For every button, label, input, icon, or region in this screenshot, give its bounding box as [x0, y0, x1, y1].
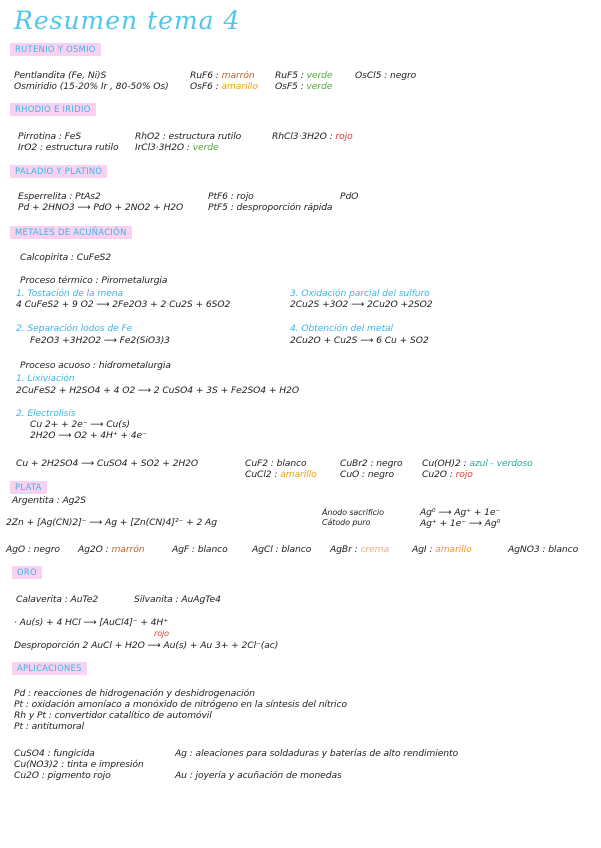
- rho2-label: RhO2 : estructura rutilo: [135, 131, 242, 142]
- ptf6-label: PtF6 : rojo: [208, 191, 254, 202]
- aplicacion-au: Au : joyería y acuñación de monedas: [175, 770, 342, 781]
- calaverita-label: Calaverita : AuTe2: [16, 594, 99, 605]
- agcl-label: AgCl : blanco: [252, 544, 312, 555]
- step-oxidacion: 3. Oxidación parcial del sulfuro: [290, 288, 430, 299]
- osf5-color: verde: [306, 81, 333, 92]
- equation-lixiviacion: 2CuFeS2 + H2SO4 + 4 O2 ⟶ 2 CuSO4 + 3S + Fe2SO4 + H2O: [16, 385, 299, 396]
- section-heading-rutenio: RUTENIO Y OSMIO: [10, 43, 101, 56]
- section-heading-rodio: RHODIO E IRIDIO: [10, 103, 96, 116]
- step-tostacion: 1. Tostación de la mena: [16, 288, 124, 299]
- proceso-termico-label: Proceso térmico : Pirometalurgia: [20, 275, 168, 286]
- aplicacion-cu2o: Cu2O : pigmento rojo: [14, 770, 111, 781]
- equation-desproporcion: Desproporción 2 AuCl + H2O ⟶ Au(s) + Au 3+ + 2Cl⁻(ac): [14, 640, 279, 651]
- rhcl3-formula: RhCl3·3H2O :: [272, 131, 333, 142]
- ruf6-label: [190, 70, 255, 81]
- calcopirita-label: Calcopirita : CuFeS2: [20, 252, 112, 263]
- ircl3-label: [135, 142, 219, 153]
- cucl2-label: [245, 469, 317, 480]
- section-heading-paladio: PALADIO Y PLATINO: [10, 165, 107, 178]
- equation-electrolisis-2: 2H2O ⟶ O2 + 4H⁺ + 4e⁻: [30, 430, 147, 441]
- agi-formula: AgI :: [412, 544, 433, 555]
- step-obtencion: 4. Obtención del metal: [290, 323, 393, 334]
- aplicacion-pt-nitrico: Pt : oxidación amoníaco a monóxido de nitrógeno en la síntesis del nítrico: [14, 699, 347, 710]
- osf5-formula: OsF5 :: [275, 81, 304, 92]
- ruf6-color: marrón: [221, 70, 255, 81]
- agbr-label: [330, 544, 389, 555]
- equation-oro-hcl: · Au(s) + 4 HCl ⟶ [AuCl4]⁻ + 4H⁺: [14, 617, 168, 628]
- rojo-note: rojo: [154, 629, 169, 638]
- paladio-line-2: Pd + 2HNO3 ⟶ PdO + 2NO2 + H2O: [18, 202, 184, 213]
- page-title: Resumen tema 4: [14, 6, 241, 35]
- osf6-label: [190, 81, 258, 92]
- paladio-line-1: Esperrelita : PtAs2: [18, 191, 101, 202]
- agbr-color: crema: [360, 544, 390, 555]
- cu2o-label: [422, 469, 473, 480]
- ruf5-formula: RuF5 :: [275, 70, 304, 81]
- rutenio-line-2: Osmiridio (15-20% Ir , 80-50% Os): [14, 81, 169, 92]
- osf6-color: amarillo: [221, 81, 258, 92]
- rutenio-line-1: Pentlandita (Fe, Ni)S: [14, 70, 107, 81]
- aplicacion-pt-antitumoral: Pt : antitumoral: [14, 721, 85, 732]
- proceso-acuoso-label: Proceso acuoso : hidrometalurgia: [20, 360, 171, 371]
- cuoh2-formula: Cu(OH)2 :: [422, 458, 467, 469]
- cuoh2-label: [422, 458, 533, 469]
- aplicacion-cuso4: CuSO4 : fungicida: [14, 748, 95, 759]
- anodo-label: Ánodo sacrificio: [322, 508, 384, 517]
- cuo-label: CuO : negro: [340, 469, 395, 480]
- agi-label: [412, 544, 472, 555]
- equation-separacion: Fe2O3 +3H2O2 ⟶ Fe2(SiO3)3: [30, 335, 170, 346]
- ag2o-color: marrón: [111, 544, 145, 555]
- agi-color: amarillo: [435, 544, 472, 555]
- silvanita-label: Silvanita : AuAgTe4: [134, 594, 221, 605]
- cu2o-formula: Cu2O :: [422, 469, 453, 480]
- ruf5-color: verde: [306, 70, 333, 81]
- cucl2-color: amarillo: [280, 469, 317, 480]
- cuf2-label: CuF2 : blanco: [245, 458, 307, 469]
- agbr-formula: AgBr :: [330, 544, 358, 555]
- equation-oxidacion: 2Cu2S +3O2 ⟶ 2Cu2O +2SO2: [290, 299, 433, 310]
- step-electrolisis: 2. Electrolisis: [16, 408, 76, 419]
- rhcl3-color: rojo: [335, 131, 353, 142]
- agf-label: AgF : blanco: [172, 544, 228, 555]
- ruf6-formula: RuF6 :: [190, 70, 219, 81]
- ircl3-color: verde: [192, 142, 219, 153]
- aplicacion-ag: Ag : aleaciones para soldaduras y baterías de alto rendimiento: [175, 748, 459, 759]
- reaction-catodo: Ag⁺ + 1e⁻ ⟶ Ag⁰: [420, 518, 501, 529]
- catodo-label: Cátodo puro: [322, 518, 371, 527]
- ruf5-label: [275, 70, 332, 81]
- reaction-anodo: Ag⁰ ⟶ Ag⁺ + 1e⁻: [420, 507, 501, 518]
- section-heading-plata: PLATA: [10, 481, 47, 494]
- aplicacion-cuno3: Cu(NO3)2 : tinta e impresión: [14, 759, 144, 770]
- section-heading-aplicaciones: APLICACIONES: [12, 662, 87, 675]
- cubr2-label: CuBr2 : negro: [340, 458, 403, 469]
- cu2o-color: rojo: [455, 469, 473, 480]
- equation-obtencion: 2Cu2O + Cu2S ⟶ 6 Cu + SO2: [290, 335, 429, 346]
- equation-tostacion: 4 CuFeS2 + 9 O2 ⟶ 2Fe2O3 + 2 Cu2S + 6SO2: [16, 299, 231, 310]
- step-separacion: 2. Separación lodos de Fe: [16, 323, 133, 334]
- aplicacion-rh-pt: Rh y Pt : convertidor catalítico de automóvil: [14, 710, 212, 721]
- osf6-formula: OsF6 :: [190, 81, 219, 92]
- agno3-label: AgNO3 : blanco: [508, 544, 579, 555]
- section-heading-metales: METALES DE ACUÑACIÓN: [10, 226, 132, 239]
- rodio-line-1: Pirrotina : FeS: [18, 131, 82, 142]
- pdo-label: PdO: [340, 191, 359, 202]
- argentita-label: Argentita : Ag2S: [12, 495, 86, 506]
- equation-cu-h2so4: Cu + 2H2SO4 ⟶ CuSO4 + SO2 + 2H2O: [16, 458, 199, 469]
- cucl2-formula: CuCl2 :: [245, 469, 278, 480]
- aplicacion-pd: Pd : reacciones de hidrogenación y deshidrogenación: [14, 688, 255, 699]
- oscl5-label: OsCl5 : negro: [355, 70, 417, 81]
- section-heading-oro: ORO: [12, 566, 42, 579]
- osf5-label: [275, 81, 332, 92]
- equation-electrolisis-1: Cu 2+ + 2e⁻ ⟶ Cu(s): [30, 419, 130, 430]
- ago-label: AgO : negro: [6, 544, 60, 555]
- rhcl3-label: [272, 131, 353, 142]
- rodio-line-2: IrO2 : estructura rutilo: [18, 142, 119, 153]
- ag2o-label: [78, 544, 144, 555]
- equation-plata: 2Zn + [Ag(CN)2]⁻ ⟶ Ag + [Zn(CN)4]²⁻ + 2 Ag: [6, 517, 217, 528]
- step-lixiviacion: 1. Lixiviación: [16, 373, 75, 384]
- ag2o-formula: Ag2O :: [78, 544, 109, 555]
- ptf5-label: PtF5 : desproporción rápida: [208, 202, 333, 213]
- ircl3-formula: IrCl3·3H2O :: [135, 142, 190, 153]
- cuoh2-color: azul - verdoso: [469, 458, 533, 469]
